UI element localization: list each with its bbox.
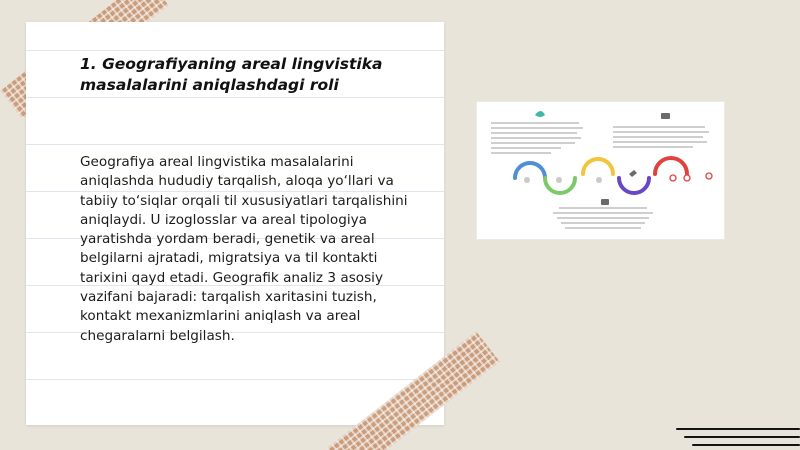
infographic-wave	[515, 158, 687, 193]
megaphone-icon	[629, 170, 637, 177]
plant-icon	[535, 111, 545, 117]
megaphone-icon	[601, 199, 609, 205]
chat-icon	[661, 113, 670, 119]
infographic-graphic	[477, 102, 726, 241]
decorative-line	[676, 428, 800, 430]
infographic-image	[476, 101, 725, 240]
infographic-text-blocks	[491, 122, 709, 229]
location-pin-icon	[670, 175, 676, 181]
decorative-line	[692, 444, 800, 446]
slide-title: 1. Geografiyaning areal lingvistika masalalarini aniqlashdagi roli	[80, 55, 383, 94]
decorative-line	[684, 436, 800, 438]
slide-body-text: Geografiya areal lingvistika masalalarini aniqlashda hududiy tarqalish, aloqa yo‘llari va tabiiy to‘siqlar orqali til xususiyatlari tarqalishini aniqlaydi. U izoglosslar va areal tipologiya yaratishda yordam beradi, genetik va areal belgilarni ajratadi, migratsiya va til kontakti tarixini qayd etadi. Geografik analiz 3 asosiy vazifani bajaradi: tarqalish xaritasini tuzish, kontakt mexanizmlarini aniqlash va areal chegaralarni belgilash.	[80, 154, 408, 344]
